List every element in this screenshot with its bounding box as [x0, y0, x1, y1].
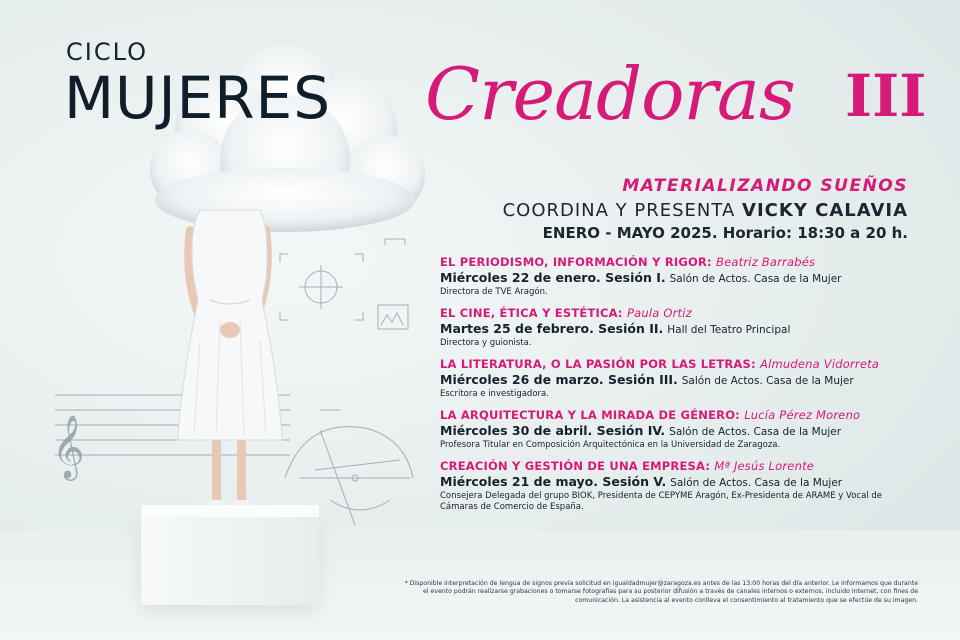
session-date: Miércoles 22 de enero. Sesión I. — [440, 270, 666, 285]
session-item — [440, 255, 912, 298]
session-role: Directora y guionista. — [440, 338, 532, 348]
session-topic: LA LITERATURA, O LA PASIÓN POR LAS LETRAS: — [440, 357, 756, 371]
session-role: Escritora e investigadora. — [440, 389, 549, 399]
pedestal — [141, 515, 319, 605]
coordinator-name: VICKY CALAVIA — [742, 200, 908, 221]
session-place: Salón de Actos. Casa de la Mujer — [669, 273, 842, 285]
session-topic: EL PERIODISMO, INFORMACIÓN Y RIGOR: — [440, 255, 712, 269]
session-title — [440, 459, 912, 473]
session-date: Miércoles 26 de marzo. Sesión III. — [440, 372, 678, 387]
session-title — [440, 255, 912, 269]
session-item — [440, 459, 912, 513]
session-speaker: Paula Ortiz — [626, 306, 692, 320]
session-date: Miércoles 30 de abril. Sesión IV. — [440, 423, 666, 438]
footnote: * Disponible interpretación de lengua de signos previa solicitud en igualdadmujer@zaragoza.es antes de las 13:00 horas del día anterior. Le informamos que durante el evento podrán realizarse grabaciones o tomarse fotografías para su posterior difusión a través de canales internos o externos, incluido Internet, con fines de comunicación. La asistencia al evento conlleva el consentimiento al tratamiento que se efectúe de su imagen. — [404, 580, 918, 604]
session-speaker: Mª Jesús Lorente — [714, 459, 815, 473]
session-topic: CREACIÓN Y GESTIÓN DE UNA EMPRESA: — [440, 459, 711, 473]
session-topic: EL CINE, ÉTICA Y ESTÉTICA: — [440, 306, 623, 320]
woman-figure — [170, 190, 290, 520]
session-title — [440, 357, 912, 371]
schedule-dates: ENERO - MAYO 2025. Horario: 18:30 a 20 h. — [542, 224, 908, 242]
session-title — [440, 408, 912, 422]
coordinator-line — [503, 200, 908, 221]
session-when — [440, 270, 912, 287]
session-place: Hall del Teatro Principal — [667, 324, 791, 336]
edition-numeral: III — [845, 62, 927, 130]
session-list — [440, 255, 912, 521]
session-date: Miércoles 21 de mayo. Sesión V. — [440, 474, 667, 489]
session-topic: LA ARQUITECTURA Y LA MIRADA DE GÉNERO: — [440, 408, 740, 422]
session-place: Salón de Actos. Casa de la Mujer — [670, 477, 843, 489]
session-item — [440, 408, 912, 451]
session-item — [440, 357, 912, 400]
subtitle: MATERIALIZANDO SUEÑOS — [622, 176, 908, 196]
session-title — [440, 306, 912, 320]
session-role: Profesora Titular en Composición Arquitectónica en la Universidad de Zaragoza. — [440, 440, 781, 450]
session-when — [440, 423, 912, 440]
ciclo-label: CICLO — [66, 38, 148, 66]
treble-clef-icon: 𝄞 — [52, 414, 85, 478]
session-when — [440, 321, 912, 338]
title-creadoras: Creadoras — [425, 52, 795, 136]
session-when — [440, 474, 912, 491]
session-role: Directora de TVE Aragón. — [440, 287, 548, 297]
session-when — [440, 372, 912, 389]
pedestal-top — [141, 505, 319, 517]
session-place: Salón de Actos. Casa de la Mujer — [669, 426, 842, 438]
session-item — [440, 306, 912, 349]
session-speaker: Almudena Vidorreta — [760, 357, 880, 371]
session-role: Consejera Delegada del grupo BIOK, Presidenta de CEPYME Aragón, Ex-Presidenta de ARAME y Vocal de Cámaras de Comercio de España. — [440, 491, 882, 512]
title-mujeres: MUJERES — [64, 64, 332, 132]
coordinator-prefix: COORDINA Y PRESENTA — [502, 200, 736, 221]
session-date: Martes 25 de febrero. Sesión II. — [440, 321, 664, 336]
session-speaker: Lucía Pérez Moreno — [744, 408, 861, 422]
session-place: Salón de Actos. Casa de la Mujer — [681, 375, 854, 387]
session-speaker: Beatriz Barrabés — [716, 255, 816, 269]
